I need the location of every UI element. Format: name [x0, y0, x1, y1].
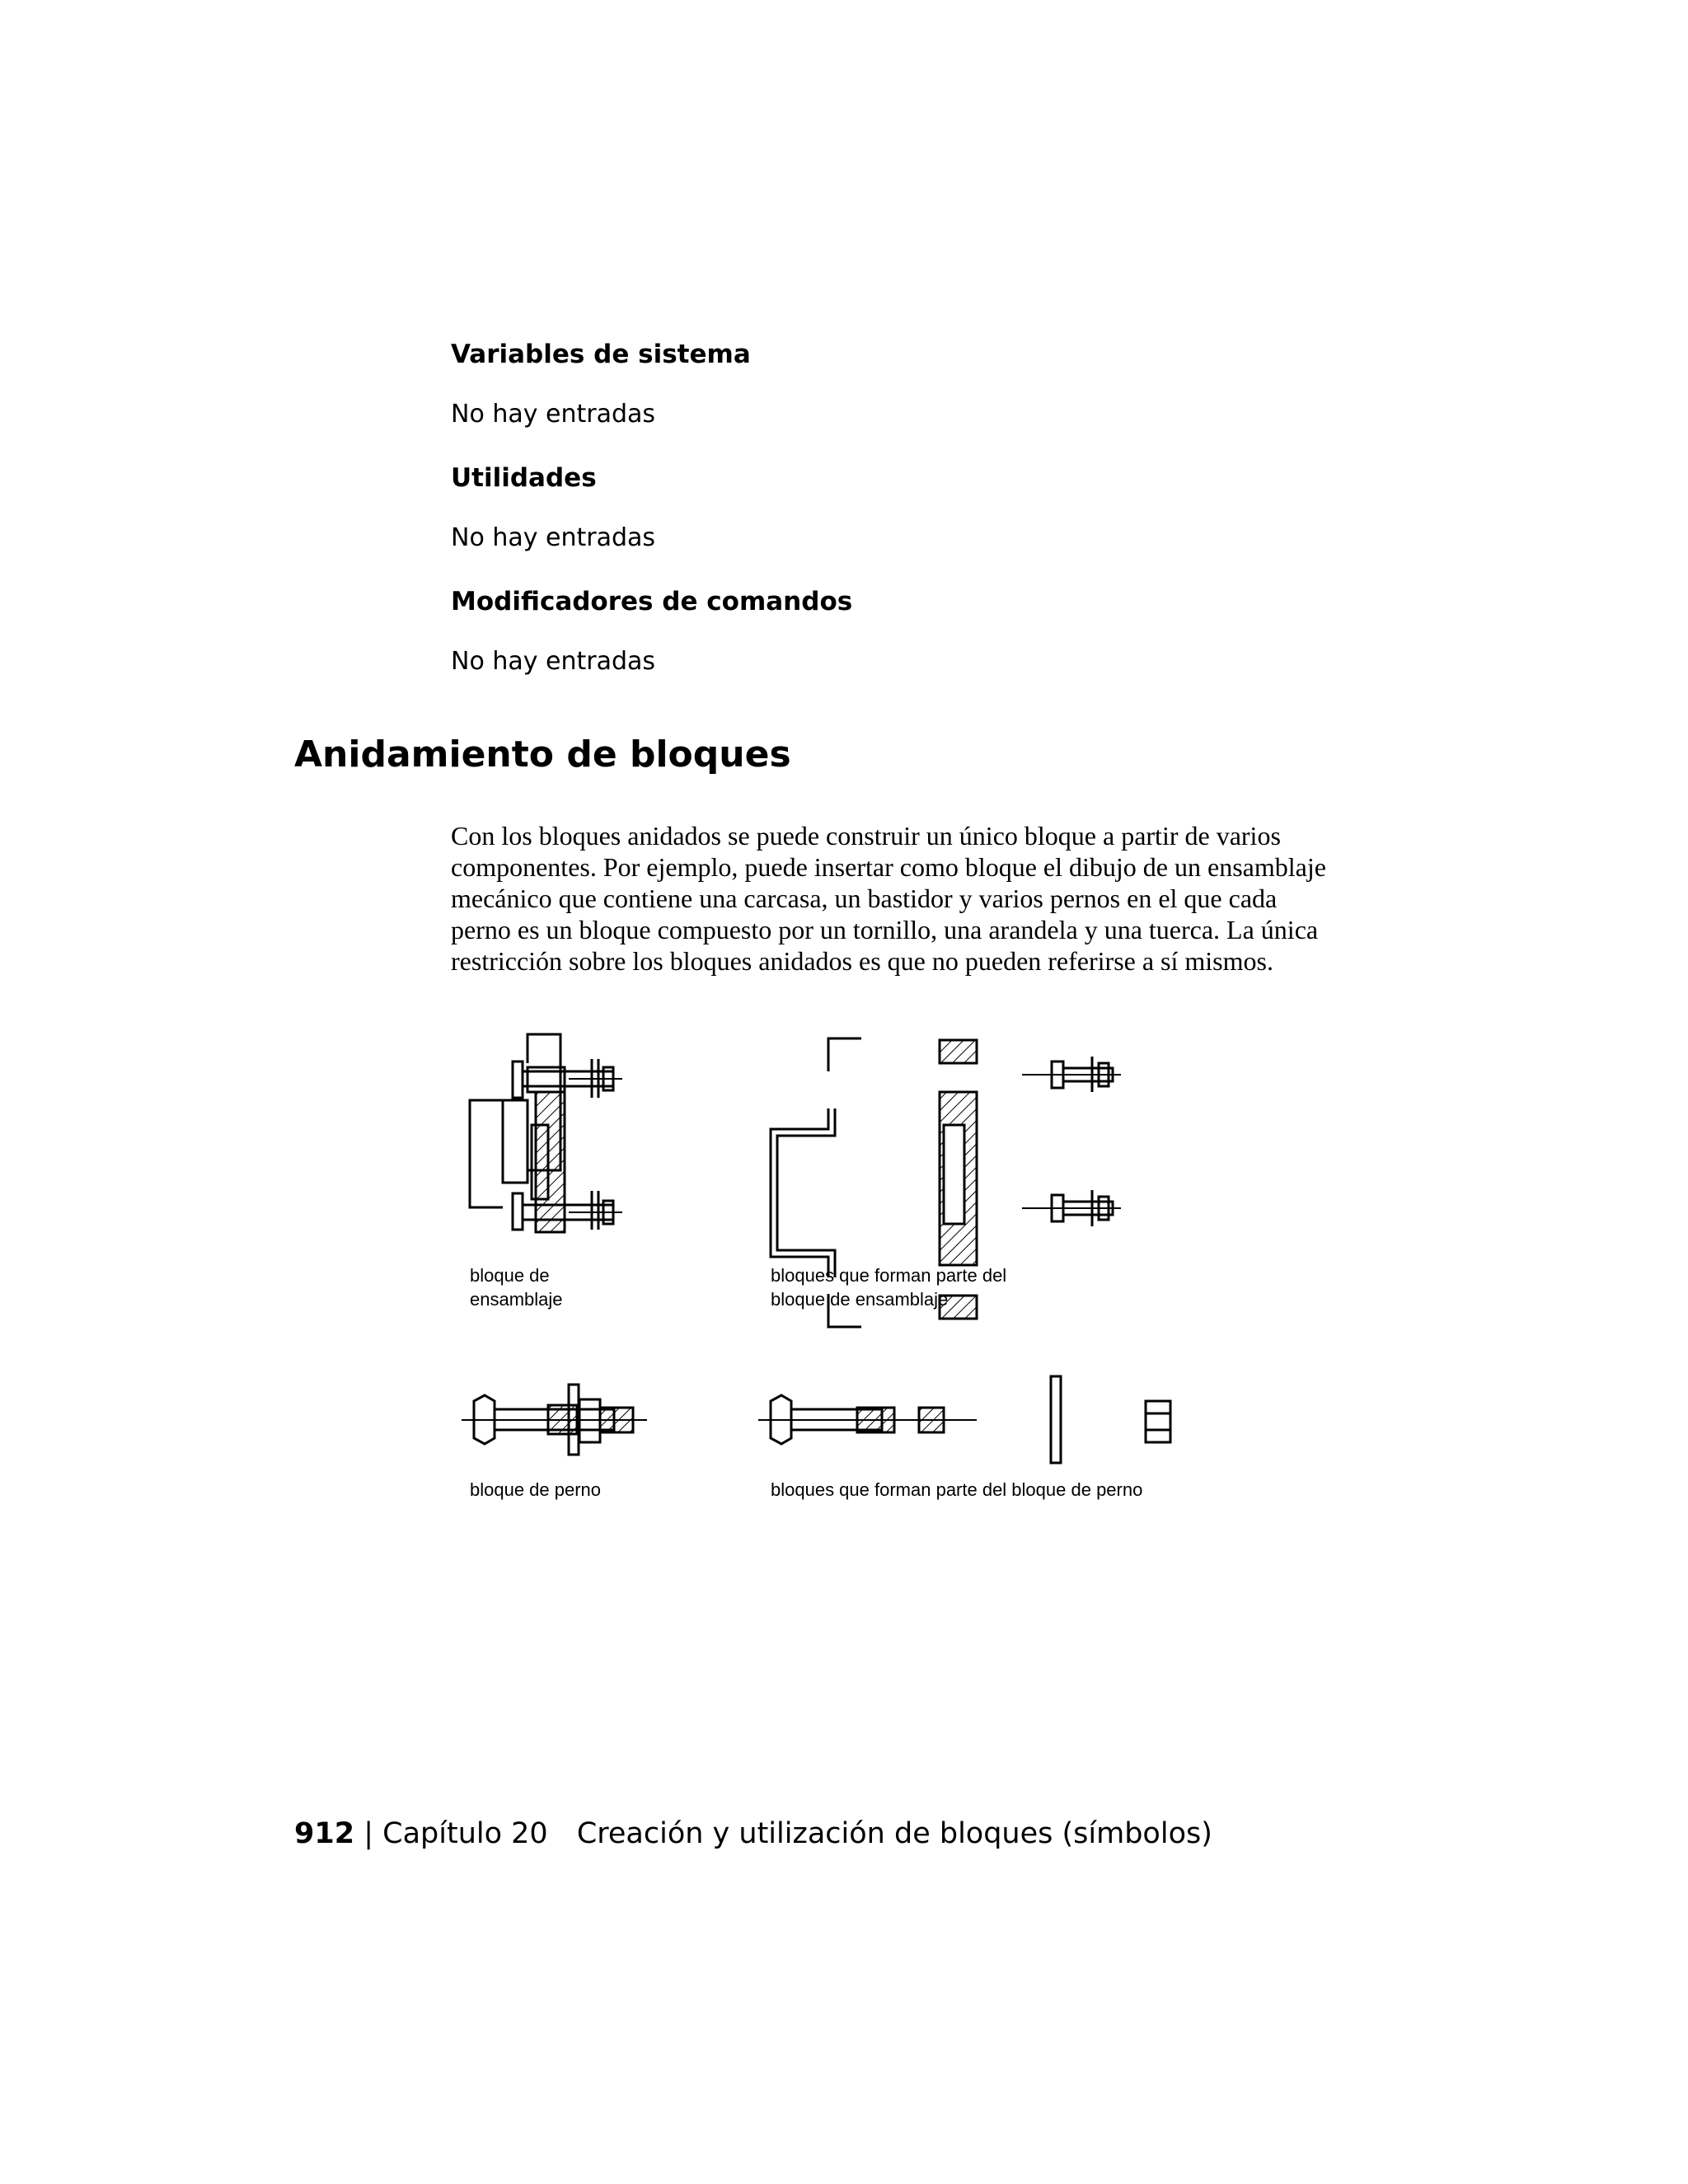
page-title: Anidamiento de bloques	[294, 733, 791, 776]
frame-part-top	[940, 1040, 977, 1063]
section-heading-command-modifiers: Modificadores de comandos	[451, 587, 853, 616]
section-heading-utilities: Utilidades	[451, 463, 597, 493]
section-entry-command-modifiers: No hay entradas	[451, 647, 656, 676]
section-entry-system-variables: No hay entradas	[451, 400, 656, 429]
assembly-drawing	[470, 1034, 622, 1232]
housing-top-flange	[828, 1038, 861, 1071]
part-bolt-bottom	[1022, 1190, 1121, 1226]
housing-body	[771, 1108, 828, 1277]
caption-assembly-parts-line2: bloque de ensamblaje	[771, 1289, 949, 1310]
caption-bolt: bloque de perno	[470, 1479, 602, 1500]
section-heading-system-variables: Variables de sistema	[451, 340, 751, 369]
body-paragraph: Con los bloques anidados se puede construir un único bloque a partir de varios componentes. Por ejemplo, puede insertar como bloque el dibujo de un ensamblaje mecánico que contiene una carcasa, un bastidor y varios pernos en el que cada perno es un bloque compuesto por un tornillo, una arandela y una tuerca. La única restricción sobre los bloques anidados es que no pueden referirse a sí mismos.	[451, 821, 1326, 976]
page-number: 912	[294, 1817, 355, 1850]
page-footer	[294, 1817, 1212, 1850]
caption-assembly-line1: bloque de	[470, 1265, 550, 1286]
caption-bolt-parts: bloques que forman parte del bloque de perno	[771, 1479, 1143, 1500]
section-entry-utilities: No hay entradas	[451, 523, 656, 552]
caption-assembly-parts-line1: bloques que forman parte del	[771, 1265, 1007, 1286]
part-nut	[1146, 1401, 1170, 1442]
part-washer	[1051, 1376, 1061, 1463]
bolt-assembly-drawing	[462, 1385, 647, 1455]
chapter-title: Creación y utilización de bloques (símbolos)	[576, 1817, 1212, 1850]
nested-blocks-figure	[445, 1022, 1187, 1516]
caption-assembly-line2: ensamblaje	[470, 1289, 563, 1310]
footer-separator: |	[363, 1817, 373, 1850]
assembly-bolt-bottom	[513, 1191, 622, 1230]
chapter-label: Capítulo 20	[382, 1817, 548, 1850]
bolt-parts	[758, 1376, 1170, 1463]
part-thread	[919, 1408, 944, 1432]
part-bolt-top	[1022, 1057, 1121, 1092]
